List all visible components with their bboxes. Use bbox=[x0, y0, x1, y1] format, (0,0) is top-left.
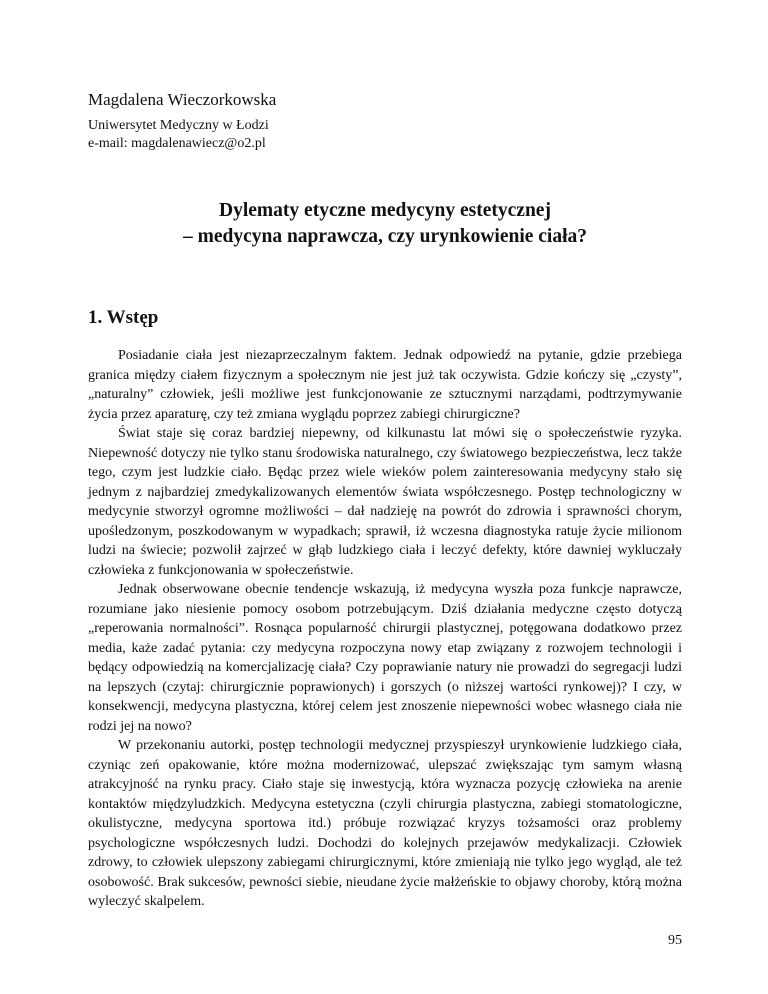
title-line-2: – medycyna naprawcza, czy urynkowienie ciała? bbox=[182, 226, 588, 247]
paragraph: W przekonaniu autorki, postęp technologii medycznej przyspieszył urynkowienie ludzkiego ciała, czyniąc zeń opakowanie, które można modernizować, ulepszać zwiększając tym samym własną atrakcyjność na rynku pracy. Ciało staje się inwestycją, która wyznacza pozycję człowieka na arenie kontaktów międzyludzkich. Medycyna estetyczna (czyli chirurgia plastyczna, zabiegi stomatologiczne, okulistyczne, medycyna sportowa itd.) próbuje rozwiązać kryzys tożsamości oraz problemy psychologiczne współczesnych ludzi. Dochodzi do kolejnych przejawów medykalizacji. Człowiek zdrowy, to człowiek ulepszony zabiegami chirurgicznymi, które zmieniają nie tylko jego wygląd, ale też osobowość. Brak sukcesów, pewności siebie, nieudane życie małżeńskie to objawy choroby, którą można wyleczyć skalpelem. bbox=[88, 738, 682, 909]
paragraph: Jednak obserwowane obecnie tendencje wskazują, iż medycyna wyszła poza funkcje naprawcze, rozumiane jako niesienie pomocy osobom potrzebującym. Dziś działania medyczne często dotyczą „reperowania normalności”. Rosnąca popularność chirurgii plastycznej, potęgowana dodatkowo przez media, każe zadać pytania: czy medycyna rozpoczyna nowy etap związany z rozwojem technologii i będący odpowiedzią na komercjalizację ciała? Czy poprawianie natury nie prowadzi do segregacji ludzi na lepszych (czytaj: chirurgicznie poprawionych) i gorszych (o niższej wartości rynkowej)? I czy, w konsekwencji, medycyna plastyczna, której celem jest znoszenie niepewności wobec własnego ciała nie rodzi jej na nowo? bbox=[88, 582, 682, 734]
title-line-1: Dylematy etyczne medycyny estetycznej bbox=[219, 200, 551, 221]
author-affiliation: Uniwersytet Medyczny w Łodzi bbox=[88, 118, 269, 133]
article-title bbox=[88, 198, 682, 250]
paragraph: Świat staje się coraz bardziej niepewny, od kilkunastu lat mówi się o społeczeństwie ryzyka. Niepewność dotyczy nie tylko stanu środowiska naturalnego, czy światowego bezpieczeństwa, lecz także tego, czym jest ludzkie ciało. Będąc przez wiele wieków polem zainteresowania medycyny stało się jednym z najbardziej zmedykalizowanych elementów świata współczesnego. Postęp technologiczny w medycynie stworzył ogromne możliwości – dał nadzieję na powrót do zdrowia i sprawności chorym, upośledzonym, poszkodowanym w wypadkach; sprawił, iż wczesna diagnostyka ratuje życie milionom ludzi na świecie; pozwolił zajrzeć w głąb ludzkiego ciała i leczyć defekty, które dawniej wykluczały człowieka z funkcjonowania w społeczeństwie. bbox=[88, 426, 682, 578]
author-name: Magdalena Wieczorkowska bbox=[88, 90, 277, 109]
section-heading: 1. Wstęp bbox=[88, 307, 159, 328]
paragraph: Posiadanie ciała jest niezaprzeczalnym faktem. Jednak odpowiedź na pytanie, gdzie przebiega granica między ciałem fizycznym a społecznym nie jest już tak oczywista. Gdzie kończy się „czysty”, „naturalny” człowiek, jeśli możliwe jest funkcjonowanie ze sztucznymi narządami, podtrzymywanie życia przez aparaturę, czy też zmiana wyglądu poprzez zabiegi chirurgiczne? bbox=[88, 348, 682, 422]
author-email: e-mail: magdalenawiecz@o2.pl bbox=[88, 136, 266, 151]
page-number: 95 bbox=[668, 933, 682, 948]
author-block bbox=[88, 89, 688, 153]
body-text bbox=[88, 346, 682, 912]
